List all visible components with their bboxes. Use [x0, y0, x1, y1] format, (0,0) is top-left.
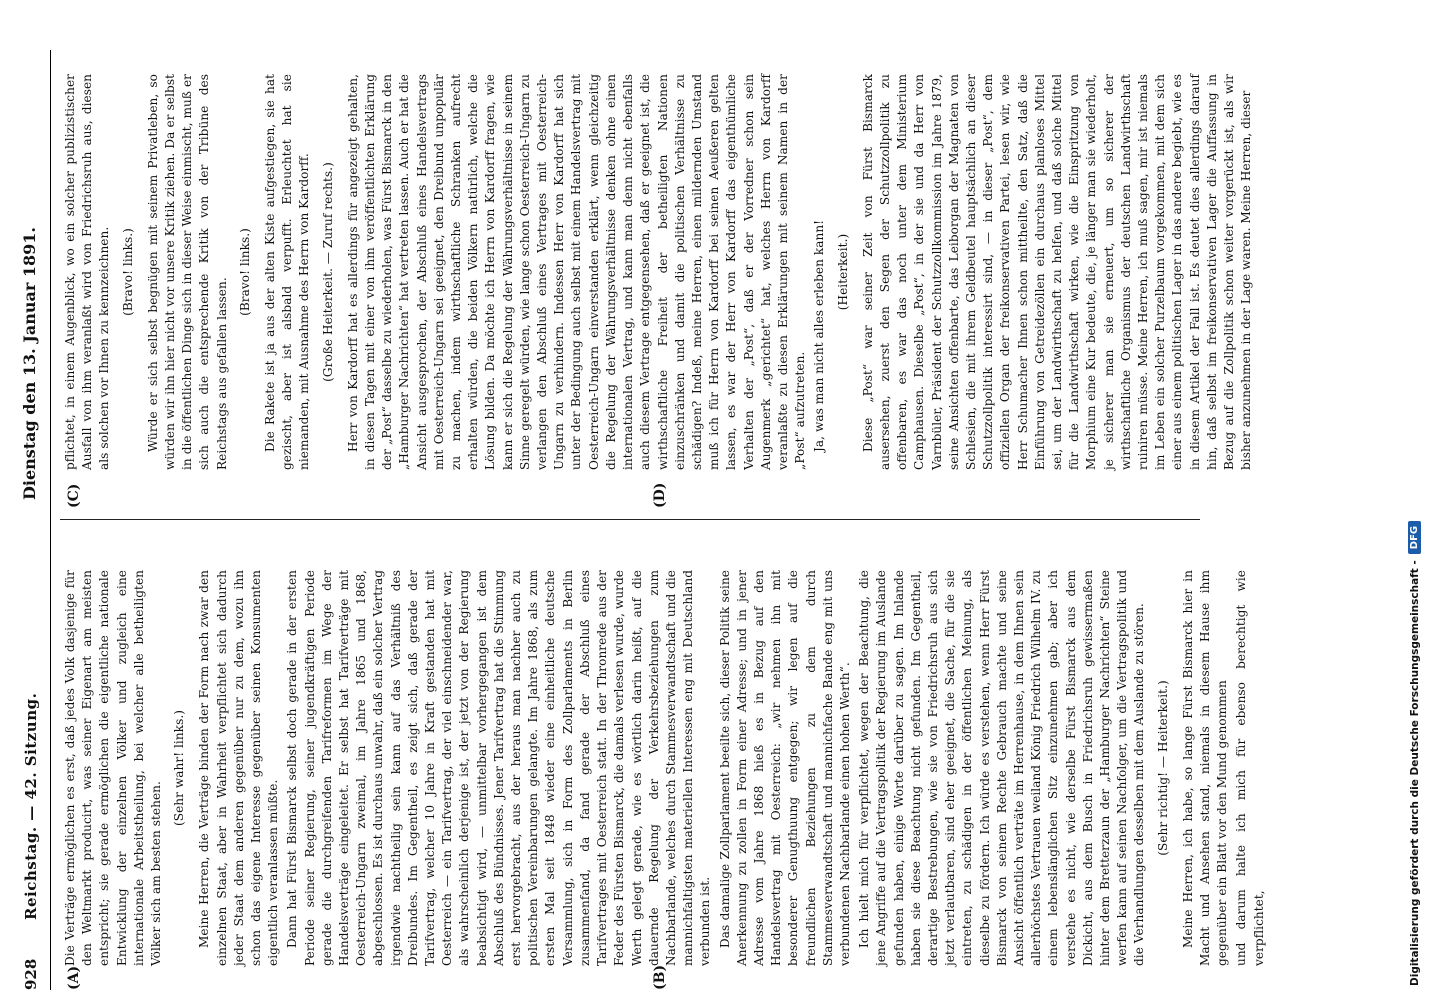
paragraph: Ich hielt mich für verpflichtet, wegen der Beachtung, die jene Angriffe auf die Vertragspolitik der Regierung im Auslande gefunden haben, einige Worte darüber zu sagen. Im Inlande haben sie diese Beachtung nicht gefunden. Im Gegentheil, derartige Bestrebungen, wie sie von Friedrichsruh aus sich jetzt verlautbaren, sind eher geeignet, die Sache, für die sie eintreten, zu schädigen in der öffentlichen Meinung, als dieselbe zu fördern. Ich würde es verstehen, wenn Herr Fürst Bismarck von seinem Rechte Gebrauch machte und seine Ansicht öffentlich verträte im Herrenhause, in dem Ihnen sein allerhöchstes Vertrauen weiland König Friedrich Wilhelm IV. zu einem lebenslänglichen Sitz einzunehmen gab; aber ich verstehe es nicht, wie derselbe Fürst Bismarck aus dem Dickicht, aus dem Busch in Friedrichsruh gewissermaßen hinter dem Bretterzaun der „Hamburger Nachrichten“ Steine werfen kann auf seinen Nachfolger, um die Vertragspolitik und die Verhandlungen desselben mit dem Auslande zu stören.	[857, 570, 1147, 966]
page-header	[16, 50, 51, 990]
paragraph: Dann hat Fürst Bismarck selbst doch gerade in der ersten Periode seiner Regierung, seiner jugendkräftigen Periode gerade die durchgreifenden Tarifreformen im Wege der Handelsverträge eingeleitet. Er selbst hat Tarifverträge mit Oesterreich-Ungarn zweimal, im Jahre 1865 und 1868, abgeschlossen. Es ist durchaus unwahr, daß ein solcher Vertrag irgendwie nachtheilig sein kann auf das Verhältniß des Dreibundes. Im Gegentheil, es zeigt sich, daß gerade der Tarifvertrag, welcher 10 Jahre in Kraft gestanden hat mit Oesterreich — ein Tarifvertrag, der viel einschneidender war, als wahrscheinlich derjenige ist, der jetzt von der Regierung beabsichtigt wird, — unmittelbar vorhergegangen ist dem Abschluß des Bündnisses. Jener Tarifvertrag hat die Stimmung erst hervorgebracht, aus der heraus man nachher auch zu politischen Vereinbarungen gelangte. Im Jahre 1868, als zum ersten Mal seit 1848 wieder eine einheitliche deutsche Versammlung, sich in Form des Zollparlaments in Berlin zusammenfand, da fand gerade der Abschluß eines Tarifvertrages mit Oesterreich statt. In der Thronrede aus der Feder des Fürsten Bismarck, die damals verlesen wurde, wurde Werth gelegt gerade, wie es wörtlich darin heißt, auf die dauernde Regelung der Verkehrsbeziehungen zum Nachbarlande, welches durch Stammesverwandtschaft und die mannichfaltigsten materiellen Interessen eng mit Deutschland verbunden ist.	[285, 570, 713, 966]
paragraph: Würde er sich selbst begnügen mit seinem Privatleben, so würden wir ihn hier nicht vor unsere Kritik ziehen. Da er selbst in die öffentlichen Dinge sich in dieser Weise einmischt, muß er sich auch die entsprechende Kritik von der Tribüne des Reichstags aus gefallen lassen.	[145, 74, 229, 470]
paragraph: Das damalige Zollparlament beeilte sich, dieser Politik seine Anerkennung zu zollen in Form einer Adresse; und in jener Adresse vom Jahre 1868 hieß es in Bezug auf den Handelsvertrag mit Oesterreich: „wir nehmen ihn mit besonderer Genugthuung entgegen; wir legen auf die freundlichen Beziehungen zu dem durch Stammesverwandtschaft und mannichfache Bande eng mit uns verbundenen Nachbarlande einen hohen Werth“.	[717, 570, 852, 966]
right-column	[62, 74, 1257, 470]
column-divider	[60, 519, 1200, 520]
paragraph: Diese „Post“ war seiner Zeit von Fürst Bismarck ausersehen, zuerst den Segen der Schutzzollpolitik zu offenbaren, es war das noch unter dem Ministerium Camphausen. Dieselbe „Post“, in der sie und da Herr von Varnbüler, Präsident der Schutzzollkommission im Jahre 1879, seine Ansichten offenbarte, das Leiborgan der Magnaten von Schlesien, die mit ihrem Geldbeutel hauptsächlich an dieser Schutzzollpolitik interessirt sind, — in dieser „Post“, dem offiziellen Organ der freikonservativen Partei, lesen wir, wie Herr Schumacher Ihnen schon mittheilte, den Satz, daß die Einführung von Getreidezöllen ein durchaus planloses Mittel sei, um der Landwirthschaft zu helfen, und daß solche Mittel für die Landwirthschaft wirken, wie die Einspritzung von Morphium eine Kur bedeute, die, je länger man sie wiederholt, je sicherer man sie erneuert, um so sicherer der wirthschaftliche Organismus der deutschen Landwirthschaft ruiniren müsse. Meine Herren, ich muß sagen, mir ist niemals im Leben ein solcher Purzelbaum vorgekommen, mit dem sich einer aus einem politischen Lager in das andere begiebt, wie es in diesem Artikel der Fall ist. Es deutet dies allerdings darauf hin, daß selbst im freikonservativen Lager die Auffassung in Bezug auf die Zollpolitik schon weiter vorgerückt ist, als wir bisher anzunehmen in der Lage waren. Meine Herren, dieser	[860, 74, 1254, 470]
page-number: 928	[22, 958, 40, 990]
interjection: (Bravo! links.)	[237, 228, 252, 316]
paragraph: Meine Herren, die Verträge binden der Form nach zwar den einzelnen Staat, aber in Wahrheit verpflichtet sich dadurch jeder Staat dem anderen gegenüber nur zu dem, wozu ihn schon das eigene Interesse gegenüber seinen Konsumenten eigentlich veranlassen müßte.	[197, 570, 281, 966]
paragraph: pflichtet, in einem Augenblick, wo ein solcher publizistischer Ausfall von ihm veranlaßt wird von Friedrichsruh aus, diesen als solchen vor Ihnen zu kennzeichnen.	[63, 74, 112, 470]
margin-marker-c: (C)	[66, 483, 82, 508]
paragraph: Die Rakete ist ja aus der alten Kiste aufgestiegen, sie hat gezischt, aber ist alsbald verpufft. Erleuchtet hat sie niemanden, mit Ausnahme des Herrn von Kardorff.	[263, 74, 312, 470]
paragraph: Ja, was man nicht alles erleben kann!	[812, 219, 827, 452]
interjection: (Große Heiterkeit. — Zuruf rechts.)	[320, 162, 335, 382]
paragraph: Herr von Kardorff hat es allerdings für angezeigt gehalten, in diesen Tagen mit einer von ihm veröffentlichten Erklärung der „Post“ dasselbe zu wiederholen, was Fürst Bismarck in den „Hamburger Nachrichten“ hat vertreten lassen. Auch er hat die Ansicht ausgesprochen, der Abschluß eines Handelsvertrags mit Oesterreich-Ungarn sei geeignet, den Dreibund unpopulär zu machen, indem wirthschaftliche Schranken aufrecht erhalten würden, die beiden Völkern natürlich, welche die Lösung bilden. Da möchte ich Herrn von Kardorff fragen, wie kann er sich die Regelung der Währungsverhältnisse in seinem Sinne geregelt würden, wie lange schon Oesterreich-Ungarn zu verlangen den Abschluß eines Vertrages mit Oesterreich-Ungarn zu verhindern. Indessen Herr von Kardorff hat sich unter der Bedingung auch selbst mit einem Handelsvertrag mit Oesterreich-Ungarn einverstanden erklärt, wenn gleichzeitig die Regelung der Währungsverhältnisse denken ohne einen internationalen Vertrag, und kann man denn nicht ebenfalls auch diesem Vertrage entgegensehen, daß er geeignet ist, die wirthschaftliche Freiheit der betheiligten Nationen einzuschränken und damit die politischen Verhältnisse zu schädigen? Indeß, meine Herren, einen mildernden Umstand muß ich für Herrn von Kardorff bei seinen Aeußeren gelten lassen, es war der Herr von Kardorff das eigenthümliche Verhalten der „Post“, daß er der Vorredner schon sein Augenmerk „gerichtet“ hat, welches Herrn von Kardorff veranlaßte zu diesen Erklärungen mit seinem Namen in der „Post“ aufzutreten.	[345, 73, 808, 470]
paragraph: und darum halte ich mich für ebenso berechtigt wie verpflichtet,	[1234, 570, 1266, 966]
left-column	[62, 570, 1270, 966]
session-title: Reichstag. — 42. Sitzung.	[22, 692, 40, 920]
margin-marker-a: (A)	[66, 965, 82, 990]
interjection: (Heiterkeit.)	[835, 233, 850, 311]
margin-marker-d: (D)	[652, 482, 668, 508]
interjection: (Sehr wahr! links.)	[172, 710, 187, 826]
paragraph: Meine Herren, ich habe, so lange Fürst Bismarck hier in Macht und Ansehen stand, niemals in diesem Hause ihm gegenüber ein Blatt vor den Mund genommen	[1180, 570, 1230, 966]
credit-text: Digitalisierung gefördert durch die Deutsche Forschungsgemeinschaft -	[1408, 560, 1421, 986]
session-date: Dienstag den 13. Januar 1891.	[20, 227, 39, 500]
interjection: (Sehr richtig! — Heiterkeit.)	[1155, 680, 1170, 856]
interjection: (Bravo! links.)	[120, 228, 135, 316]
rotated-page	[12, 50, 1292, 990]
paragraph: Die Verträge ermöglichen es erst, daß jedes Volk dasjenige für den Weltmarkt producirt, was seiner Eigenart am meisten entspricht; sie gerade ermöglichen die eigentliche nationale Entwicklung der einzelnen Völker und zugleich eine internationale Arbeitstheilung, bei welcher alle betheiligten Völker sich am besten stehen.	[63, 570, 164, 966]
digitization-credit	[1408, 521, 1421, 986]
dfg-logo: DFG	[1408, 521, 1421, 554]
margin-marker-b: (B)	[652, 964, 668, 990]
